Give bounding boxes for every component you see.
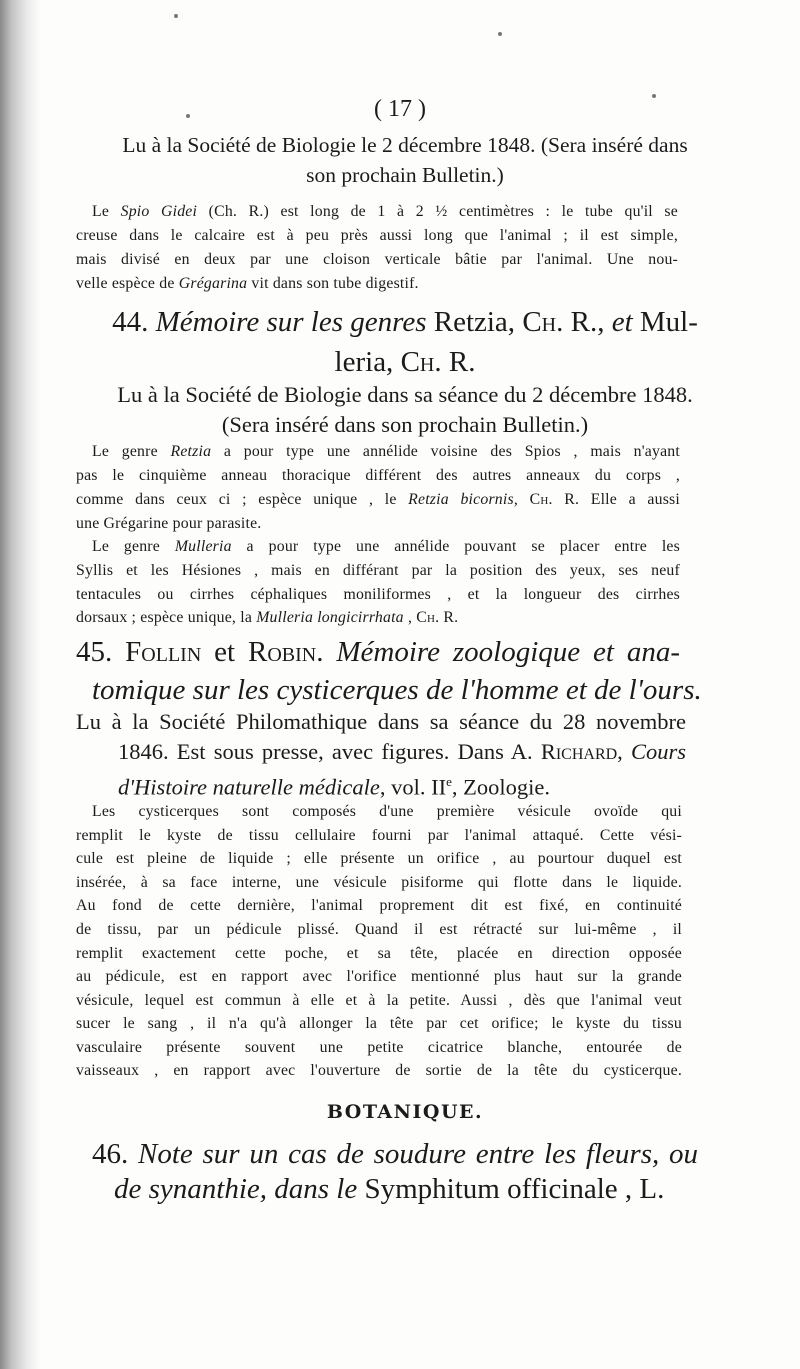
- entry-44-title: 44. Mémoire sur les genres Retzia, Ch. R., et Mul- leria, Ch. R.: [112, 306, 698, 378]
- page-gutter-shadow: [0, 0, 40, 1369]
- document-page: ( 17 ) Lu à la Société de Biologie le 2 décembre 1848. (Sera inséré dans son prochain Bulletin.) Le Spio Gidei (Ch. R.) est long de 1 à 2 ½ centimètres : le tube qu'il se creuse dans le calcaire est à peu près aussi long que l'animal ; il est simple, mais divisé en deux par une cloison verticale bâtie par l'animal. Une nou- velle espèce de Grégarina vit dans son tube digestif. 44. Mémoire sur les genres Retzia, Ch. R., et Mul- leria, Ch. R. Lu à la Société de Biologie dans sa séance du 2 décembre 1848. (Sera inséré dans son prochain Bulletin.) Le genre Retzia a pour type une annélide voisine des Spios , mais n'ayant pas le cinquième anneau thoracique différent des autres anneaux du corps , comme dans ceux ci ; espèce unique , le Retzia bicornis, Ch. R. Elle a aussi une Grégarine pour parasite. Le genre Mulleria a pour type une annélide pouvant se placer entre les Syllis et les Hésiones , mais en différant par la position des yeux, ses neuf tentacules ou cirrhes céphaliques moniliformes , et la longueur des cirrhes dorsaux ; espèce unique, la Mulleria longicirrhata , Ch. R. 45. Follin et Robin. Mémoire zoologique et ana- tomique sur les cysticerques de l'homme et de l'ours. Lu à la Société Philomathique dans sa séance du 28 novembre 1846. Est sous presse, avec figures. Dans A. Richard, Cours d'Histoire naturelle médicale, vol. IIe, Zoologie. Les cysticerques sont composés d'une première vésicule ovoïde qui remplit le kyste de tissu cellulaire fourni par l'animal attaqué. Cette vési- cule est pleine de liquide ; elle présente un orifice , au pourtour duquel est insérée, à sa face interne, une vésicule pisiforme qui flotte dans le liquide. Au fond de cette dernière, l'animal proprement dit est fixé, en continuité de tissu, par un pédicule plissé. Quand il est rétracté sur lui-même , il remplit exactement cette poche, et sa tête, placée en direction opposée au pédicule, est en rapport avec l'orifice mentionné plus haut sur la grande vésicule, lequel est commun à elle et à la petite. Aussi , dès que l'animal veut sucer le sang , il n'a qu'à allonger la tête par cet orifice; le kyste du tissu vasculaire présente souvent une petite cicatrice blanche, entourée de vaisseaux , en rapport avec l'ouverture de sortie de la tête du cysticerque. BOTANIQUE. 46. Note sur un cas de soudure entre les fleurs, ou de synanthie, dans le Symphitum officinale , L.: [0, 0, 800, 1369]
- reading-note-43: Lu à la Société de Biologie le 2 décembre 1848. (Sera inséré dans son prochain Bulletin.): [122, 133, 688, 187]
- paper-speck: [498, 32, 502, 36]
- section-heading: BOTANIQUE.: [326, 1101, 484, 1123]
- paper-speck: [174, 14, 178, 18]
- reading-note-44: Lu à la Société de Biologie dans sa séance du 2 décembre 1848. (Sera inséré dans son prochain Bulletin.): [117, 382, 693, 437]
- page-number: ( 17 ): [374, 96, 426, 122]
